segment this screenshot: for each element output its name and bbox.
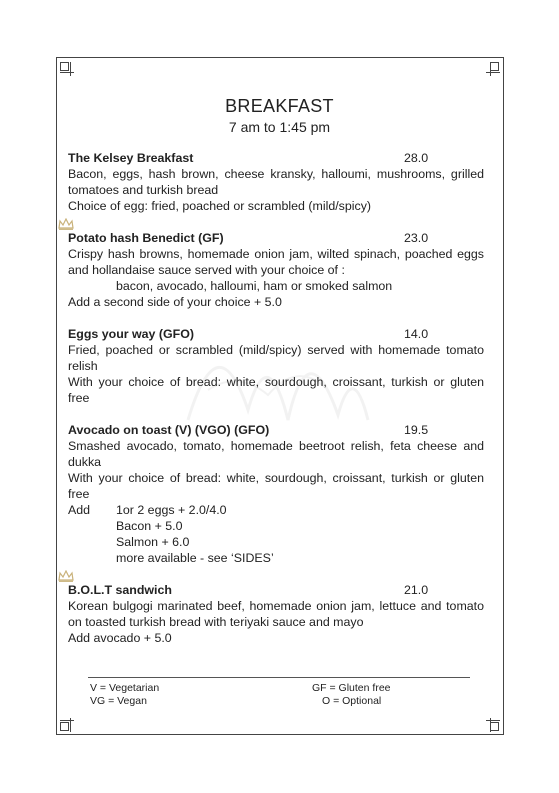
item-note: With your choice of bread: white, sourdough, croissant, turkish or gluten free (68, 375, 484, 405)
menu-item (68, 422, 484, 566)
item-note: Choice of egg: fried, poached or scrambled (mild/spicy) (68, 199, 372, 213)
serving-hours: 7 am to 1:45 pm (228, 119, 331, 135)
item-name: Potato hash Benedict (GF) (68, 231, 224, 245)
item-price: 21.0 (404, 583, 429, 597)
item-name: Eggs your way (GFO) (68, 327, 194, 341)
item-description: Fried, poached or scrambled (mild/spicy) served with homemade tomato relish (68, 343, 484, 373)
item-description: Korean bulgogi marinated beef, homemade onion jam, lettuce and tomato on toasted turkish bread with teriyaki sauce and mayo (68, 599, 484, 629)
item-price: 19.5 (404, 423, 429, 437)
item-name: Avocado on toast (V) (VGO) (GFO) (68, 423, 270, 437)
legend-vegan: VG = Vegan (90, 695, 147, 707)
add-option: 1or 2 eggs + 2.0/4.0 (116, 503, 227, 517)
add-option: more available - see ‘SIDES’ (116, 551, 274, 565)
item-note: Add a second side of your choice + 5.0 (68, 295, 282, 309)
footer-divider (88, 677, 470, 678)
add-option: Salmon + 6.0 (116, 535, 190, 549)
crown-icon (58, 218, 74, 230)
menu-item (68, 230, 484, 310)
add-option: Bacon + 5.0 (116, 519, 183, 533)
legend-gluten-free: GF = Gluten free (312, 682, 391, 694)
item-name: The Kelsey Breakfast (68, 151, 194, 165)
legend-vegetarian: V = Vegetarian (90, 682, 160, 694)
item-description: Crispy hash browns, homemade onion jam, wilted spinach, poached eggs and hollandaise sauce served with your choice of : (68, 247, 484, 277)
item-description: Smashed avocado, tomato, homemade beetroot relish, feta cheese and dukka (68, 439, 484, 469)
item-options: bacon, avocado, halloumi, ham or smoked salmon (116, 279, 393, 293)
menu-item (68, 326, 484, 406)
item-name: B.O.L.T sandwich (68, 583, 172, 597)
add-label: Add (68, 503, 91, 517)
crown-icon (58, 570, 74, 582)
legend-optional: O = Optional (322, 695, 382, 707)
item-price: 23.0 (404, 231, 429, 245)
item-note: With your choice of bread: white, sourdough, croissant, turkish or gluten free (68, 471, 484, 501)
item-description: Bacon, eggs, hash brown, cheese kransky, halloumi, mushrooms, grilled tomatoes and turkish bread (68, 167, 484, 197)
item-price: 28.0 (404, 151, 429, 165)
page-title: BREAKFAST (225, 96, 334, 116)
item-note: Add avocado + 5.0 (68, 631, 172, 645)
menu-item (68, 582, 484, 646)
item-price: 14.0 (404, 327, 429, 341)
menu-item (68, 150, 484, 214)
